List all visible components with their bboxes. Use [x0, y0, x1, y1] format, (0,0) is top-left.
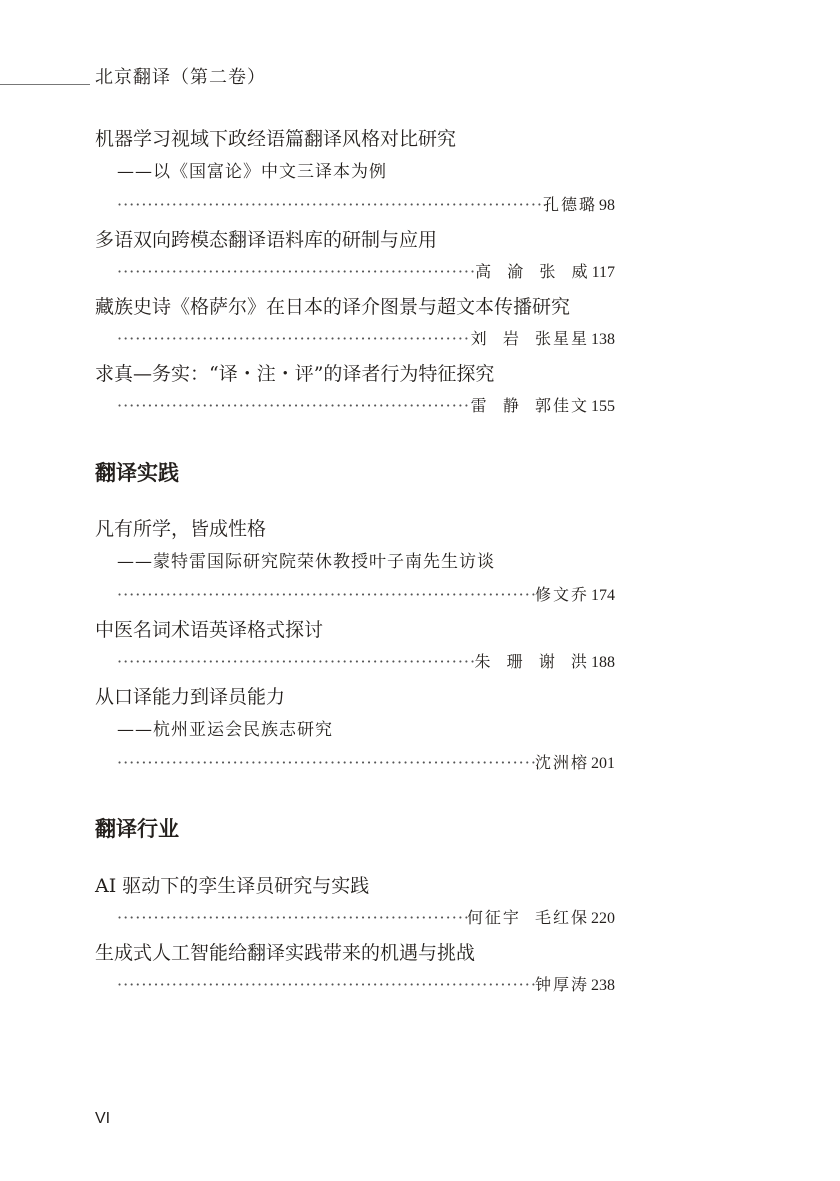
entry-title: 求真—务实：“译・注・评”的译者行为特征探究 — [95, 363, 495, 385]
dot-leader — [117, 752, 535, 774]
toc-entry[interactable] — [95, 294, 615, 351]
header-rule — [0, 84, 90, 85]
section-heading: 翻译实践 — [95, 461, 179, 485]
entry-author: 钟厚涛 — [534, 975, 589, 994]
entry-author: 刘 岩 张星星 — [470, 329, 589, 348]
entry-author: 修文乔 — [534, 585, 589, 604]
toc-entry[interactable] — [95, 126, 615, 217]
entry-author: 孔德璐 — [542, 195, 597, 214]
entry-page: 98 — [599, 197, 615, 214]
entry-page: 155 — [591, 398, 615, 415]
entry-title: 藏族史诗《格萨尔》在日本的译介图景与超文本传播研究 — [95, 296, 571, 318]
toc-entry[interactable] — [95, 940, 615, 997]
entry-line — [117, 974, 615, 997]
entry-author: 雷 静 郭佳文 — [470, 396, 589, 415]
page-number: VI — [95, 1110, 111, 1127]
entry-page: 201 — [591, 755, 615, 772]
entry-subtitle: ——以《国富论》中文三译本为例 — [117, 162, 387, 182]
toc-entry[interactable] — [95, 873, 615, 930]
dot-leader — [117, 974, 535, 996]
running-header: 北京翻译（第二卷） — [95, 67, 266, 88]
entry-page: 117 — [591, 264, 615, 281]
entry-title: 机器学习视域下政经语篇翻译风格对比研究 — [95, 128, 457, 150]
entry-title: 生成式人工智能给翻译实践带来的机遇与挑战 — [95, 942, 476, 964]
entry-title: 中医名词术语英译格式探讨 — [95, 619, 324, 641]
entry-title: AI 驱动下的孪生译员研究与实践 — [95, 875, 370, 897]
toc-entry[interactable] — [95, 361, 615, 418]
entry-author: 沈洲榕 — [534, 753, 589, 772]
entry-page: 220 — [591, 910, 615, 927]
dot-leader — [117, 651, 474, 673]
entry-page: 174 — [591, 587, 615, 604]
toc-entry[interactable] — [95, 227, 615, 284]
dot-leader — [117, 395, 471, 417]
entry-line — [117, 194, 615, 217]
toc-entry[interactable] — [95, 617, 615, 674]
entry-author: 朱 珊 谢 洪 — [474, 652, 589, 671]
entry-line — [117, 752, 615, 775]
dot-leader — [117, 328, 471, 350]
entry-author: 高 渝 张 威 — [475, 262, 590, 281]
entry-author: 何征宇 毛红保 — [466, 908, 589, 927]
entry-title: 从口译能力到译员能力 — [95, 686, 286, 708]
section-heading: 翻译行业 — [95, 817, 179, 841]
dot-leader — [117, 907, 467, 929]
dot-leader — [117, 194, 543, 216]
dot-leader — [117, 261, 475, 283]
entry-line — [117, 584, 615, 607]
toc-entry[interactable] — [95, 684, 615, 775]
entry-line — [117, 328, 615, 351]
entry-line — [117, 907, 615, 930]
entry-title: 多语双向跨模态翻译语料库的研制与应用 — [95, 229, 438, 251]
entry-line — [117, 395, 615, 418]
entry-subtitle: ——蒙特雷国际研究院荣休教授叶子南先生访谈 — [117, 552, 495, 572]
entry-page: 238 — [591, 977, 615, 994]
toc-entry[interactable] — [95, 516, 615, 607]
dot-leader — [117, 584, 535, 606]
entry-title: 凡有所学，皆成性格 — [95, 518, 267, 540]
entry-subtitle: ——杭州亚运会民族志研究 — [117, 720, 333, 740]
entry-line — [117, 261, 615, 284]
entry-page: 188 — [591, 654, 615, 671]
entry-line — [117, 651, 615, 674]
entry-page: 138 — [591, 331, 615, 348]
